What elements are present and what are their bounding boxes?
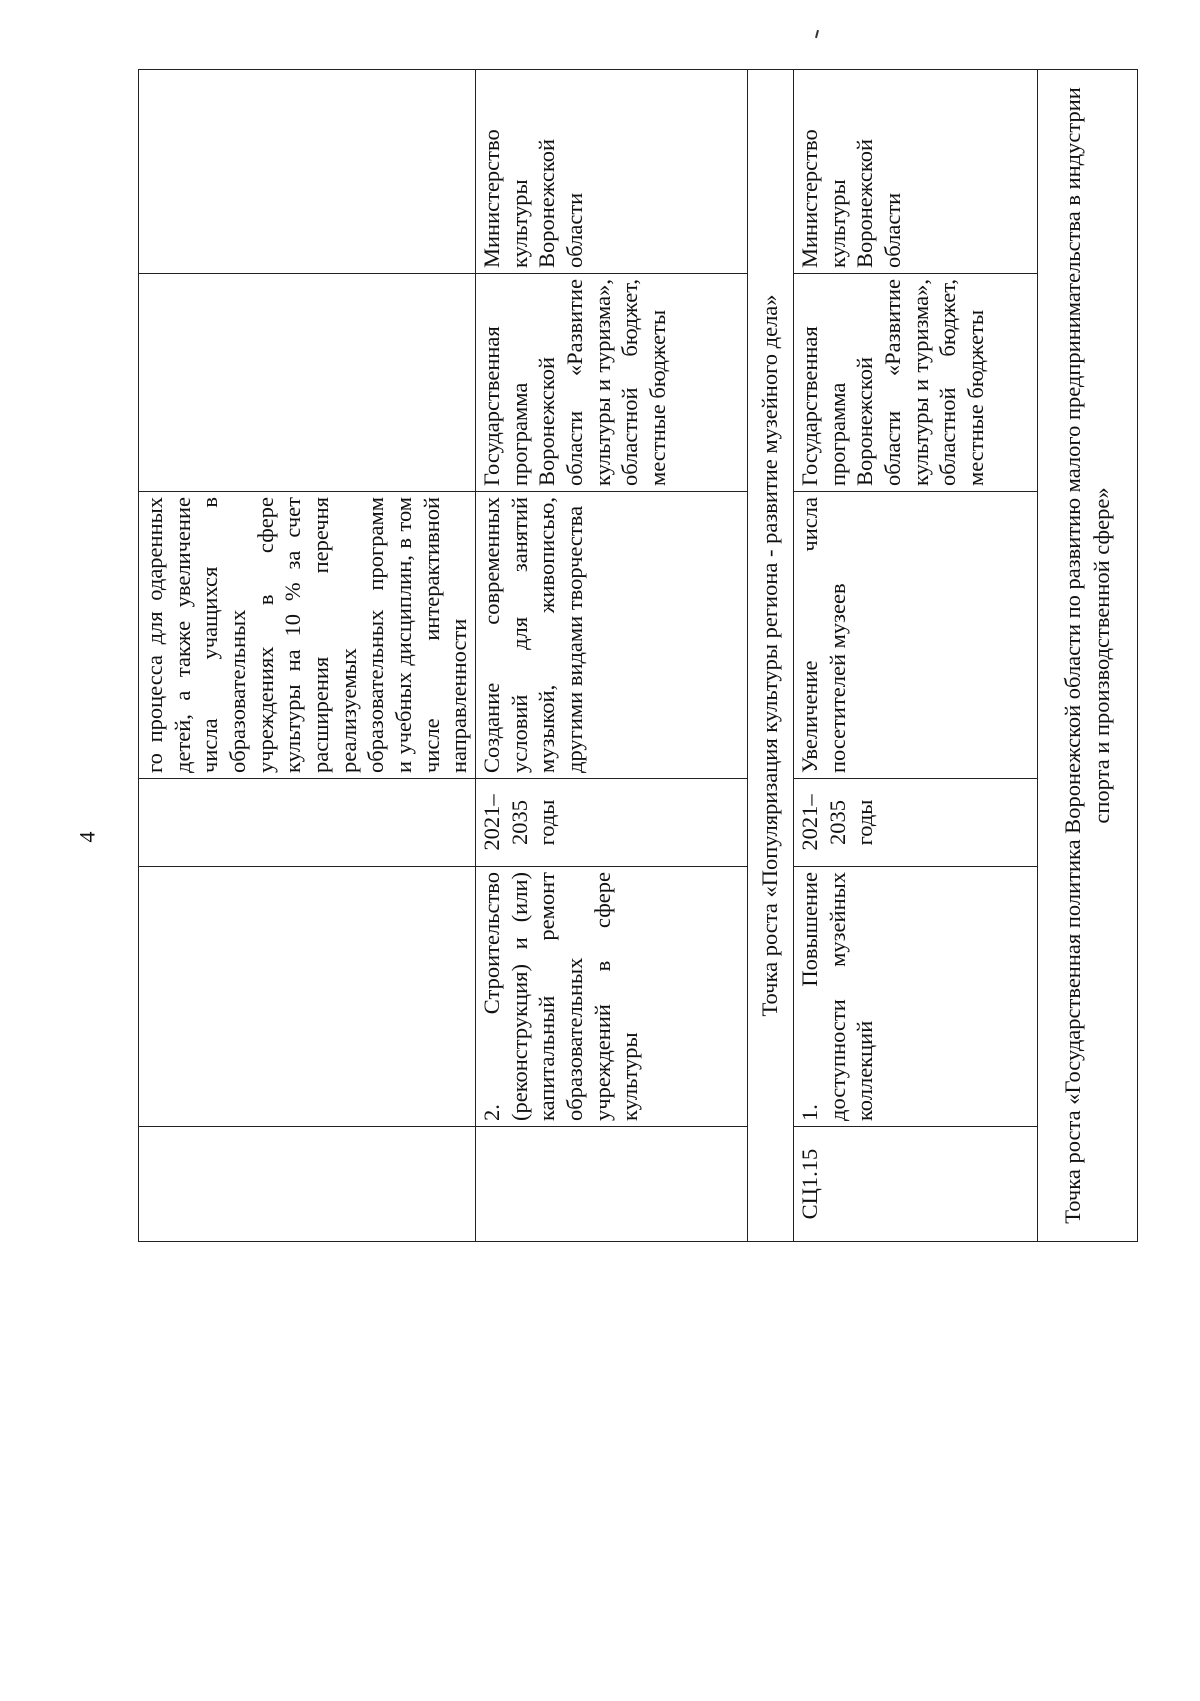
- cell-executor: Министерство культуры Воронежской области: [476, 70, 748, 274]
- scan-speck: [815, 30, 819, 38]
- cell-code: [139, 1127, 476, 1242]
- cell-program: [139, 274, 476, 492]
- table-row: [139, 70, 476, 1242]
- cell-result: Создание современных условий для занятий музыкой, живописью, другими видами творчества: [476, 492, 748, 779]
- cell-result: го процесса для одаренных детей, а также увеличение числа учащихся в образовательных учреждениях в сфере культуры на 10 % за счет расширения перечня реализуемых образовательных программ и учебных дисциплин, в том числе интерактивной направленности: [139, 492, 476, 779]
- cell-program: Государственная программа Воронежской области «Развитие культуры и туризма», областной бюджет, местные бюджеты: [476, 274, 748, 492]
- cell-name: 1. Повышение доступности музейных коллекций: [794, 867, 1038, 1127]
- rotated-table-sheet: [138, 70, 1198, 1242]
- cell-program: Государственная программа Воронежской области «Развитие культуры и туризма», областной бюджет, местные бюджеты: [794, 274, 1038, 492]
- growth-point-row: [1038, 70, 1138, 1242]
- cell-name: [139, 867, 476, 1127]
- growth-point-heading: Точка роста «Государственная политика Воронежской области по развитию малого предпринимательства в индустрии спорта и производственной сфере»: [1038, 70, 1138, 1242]
- cell-executor: [139, 70, 476, 274]
- table-row: [794, 70, 1038, 1242]
- cell-result: Увеличение числа посетителей музеев: [794, 492, 1038, 779]
- table-row: [476, 70, 748, 1242]
- growth-point-heading: Точка роста «Популяризация культуры региона - развитие музейного дела»: [748, 70, 794, 1242]
- cell-code: СЦ1.15: [794, 1127, 1038, 1242]
- measures-table: [138, 69, 1138, 1242]
- growth-point-row: [748, 70, 794, 1242]
- cell-period: 2021–2035 годы: [476, 779, 748, 867]
- cell-name: 2. Строительство (реконструкция) и (или) капитальный ремонт образовательных учреждений в сфере культуры: [476, 867, 748, 1127]
- page-number: 4: [74, 831, 100, 843]
- cell-executor: Министерство культуры Воронежской области: [794, 70, 1038, 274]
- cell-period: [139, 779, 476, 867]
- cell-period: 2021–2035 годы: [794, 779, 1038, 867]
- cell-code: [476, 1127, 748, 1242]
